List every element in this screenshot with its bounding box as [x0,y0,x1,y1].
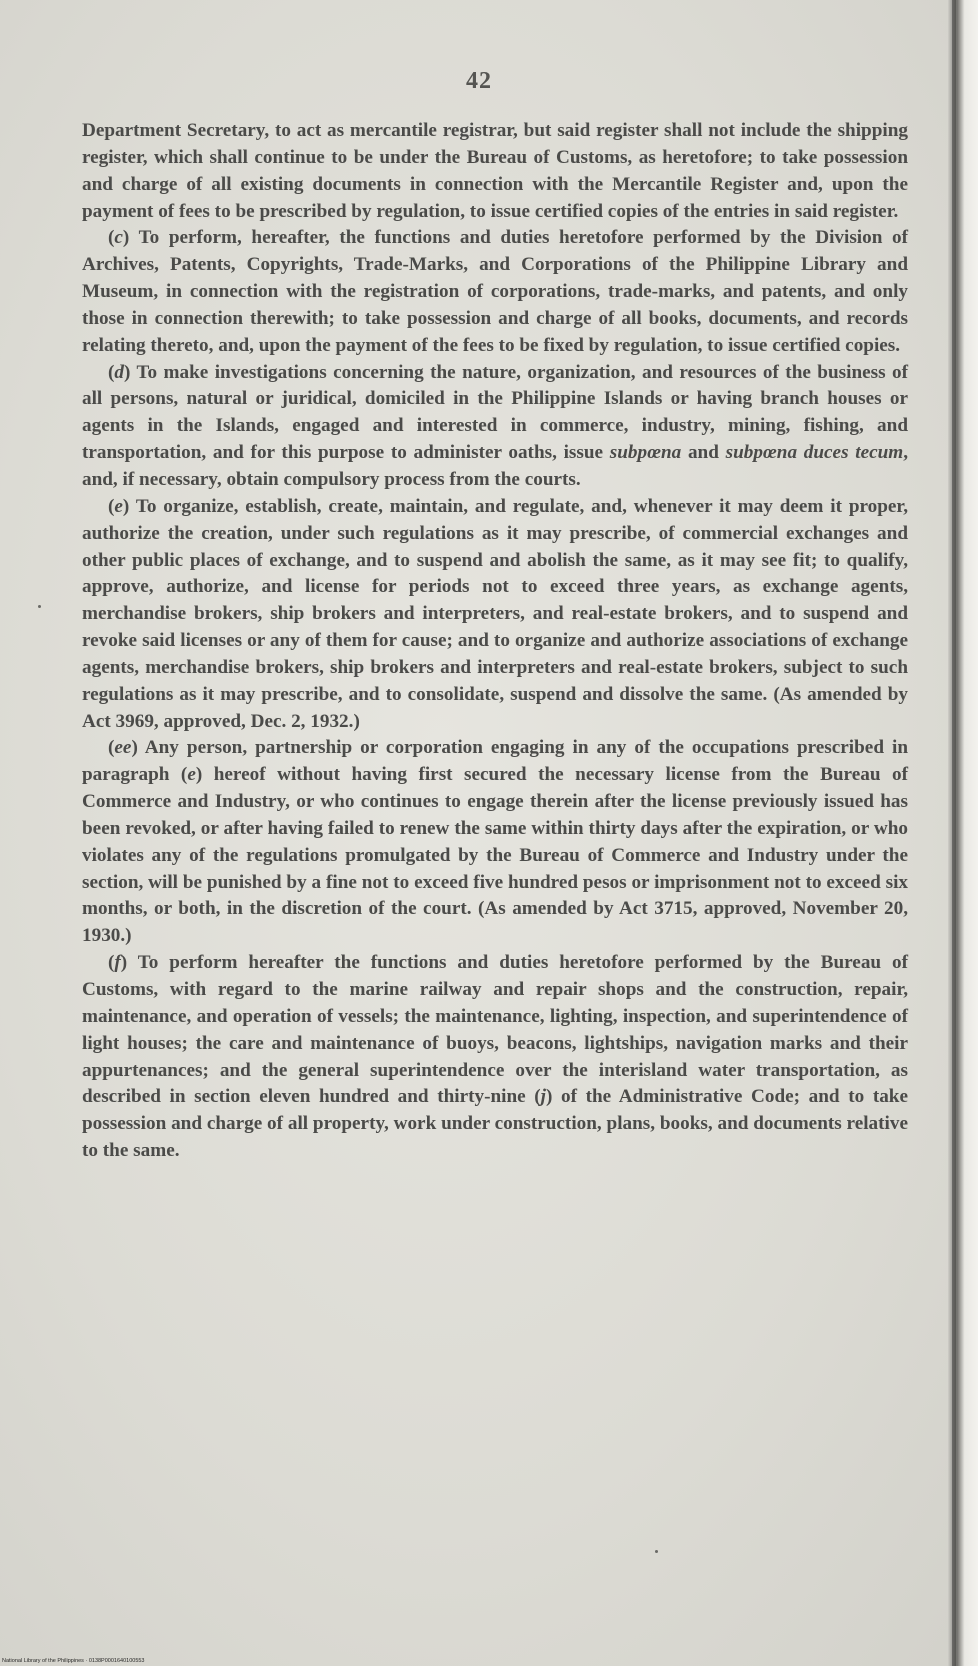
text-run: ) of the Administrative Code; and to take possession and charge of all property, work under construction, plans, books, and documents relative to the same. [82,1086,908,1162]
text-run: ( [108,737,115,759]
text-run: ( [108,361,115,383]
paragraph [82,360,908,494]
paragraph [82,494,908,736]
italic-text: subpœna duces tecum [725,442,904,464]
text-run: ( [108,952,115,974]
text-run: ) To organize, establish, create, maintain, and regulate, and, whenever it may deem it proper, authorize the creation, under such regulations as it may prescribe, of commercial exchanges and other public places of exchange, and to suspend and abolish the same, as it may see fit; to qualify, approve, authorize, and license for periods not to exceed three years, as exchange agents, merchandise brokers, ship brokers and interpreters, and real-estate brokers, and to suspend and revoke said licenses or any of them for cause; and to organize and authorize associations of exchange agents, merchandise brokers, ship brokers and interpreters and real-estate brokers, subject to such regulations as it may prescribe, and to consolidate, suspend and dissolve the same. (As amended by Act 3969, approved, Dec. 2, 1932.) [82,495,908,732]
paragraph [82,225,908,359]
text-run: , and, if necessary, obtain compulsory process from the courts. [82,442,909,490]
text-run: ) To perform hereafter the functions and duties heretofore performed by the Bureau of Customs, with regard to the marine railway and repair shops and the construction, repair, maintenance, and operation of vessels; the maintenance, lighting, inspection, and superintendence of light houses; the care and maintenance of buoys, beacons, lightships, navigation marks and their appurtenances; and the general superintendence over the interisland water transportation, as described in section eleven hundred and thirty-nine ( [82,952,908,1108]
paragraph [82,118,908,225]
text-run: ) Any person, partnership or corporation engaging in any of the occupations prescribed in paragraph ( [82,737,908,786]
text-run: and [681,442,726,464]
scan-speck [38,605,41,608]
italic-text: f [114,952,121,974]
italic-text: j [540,1086,547,1108]
italic-text: subpœna [609,442,682,464]
italic-text: c [114,227,123,249]
text-run: ) To make investigations concerning the nature, organization, and resources of the business of all persons, natural or juridical, domiciled in the Philippine Islands or having branch houses or agents in the Islands, engaged and interested in commerce, industry, mining, fishing, and transportation, and for this purpose to administer oaths, issue [82,361,908,464]
paragraph [82,950,908,1165]
page-binding-line [952,0,956,1666]
scan-speck [655,1550,658,1553]
paragraph [82,735,908,950]
text-run: ) To perform, hereafter, the functions and duties heretofore performed by the Division of Archives, Patents, Copyrights, Trade-Marks, and Corporations of the Philippine Library and Museum, in connection with the registration of corporations, trade-marks, and patents, and only those in connection therewith; to take possession and charge of all books, documents, and records relating thereto, and, upon the payment of the fees to be fixed by regulation, to issue certified copies. [82,227,908,356]
text-run: ( [108,495,115,517]
text-run: Department Secretary, to act as mercantile registrar, but said register shall not include the shipping register, which shall continue to be under the Bureau of Customs, as heretofore; to take possession and charge of all existing documents in connection with the Mercantile Register and, upon the payment of fees to be prescribed by regulation, to issue certified copies of the entries in said register. [82,120,908,222]
italic-text: e [187,764,196,786]
document-body [82,118,908,1165]
italic-text: d [114,361,124,383]
italic-text: e [114,495,123,517]
text-run: ) hereof without having first secured the necessary license from the Bureau of Commerce and Industry, or who continues to engage therein after the license previously issued has been revoked, or after having failed to renew the same within thirty days after the expiration, or who violates any of the regulations promulgated by the Bureau of Commerce and Industry under the section, will be punished by a fine not to exceed five hundred pesos or imprisonment not to exceed six months, or both, in the discretion of the court. (As amended by Act 3715, approved, November 20, 1930.) [82,764,908,947]
scan-footer-note: National Library of the Philippines · 0138P0001640100553 [2,1658,145,1664]
italic-text: ee [114,737,132,759]
text-run: ( [108,227,115,249]
page-number: 42 [466,68,492,94]
